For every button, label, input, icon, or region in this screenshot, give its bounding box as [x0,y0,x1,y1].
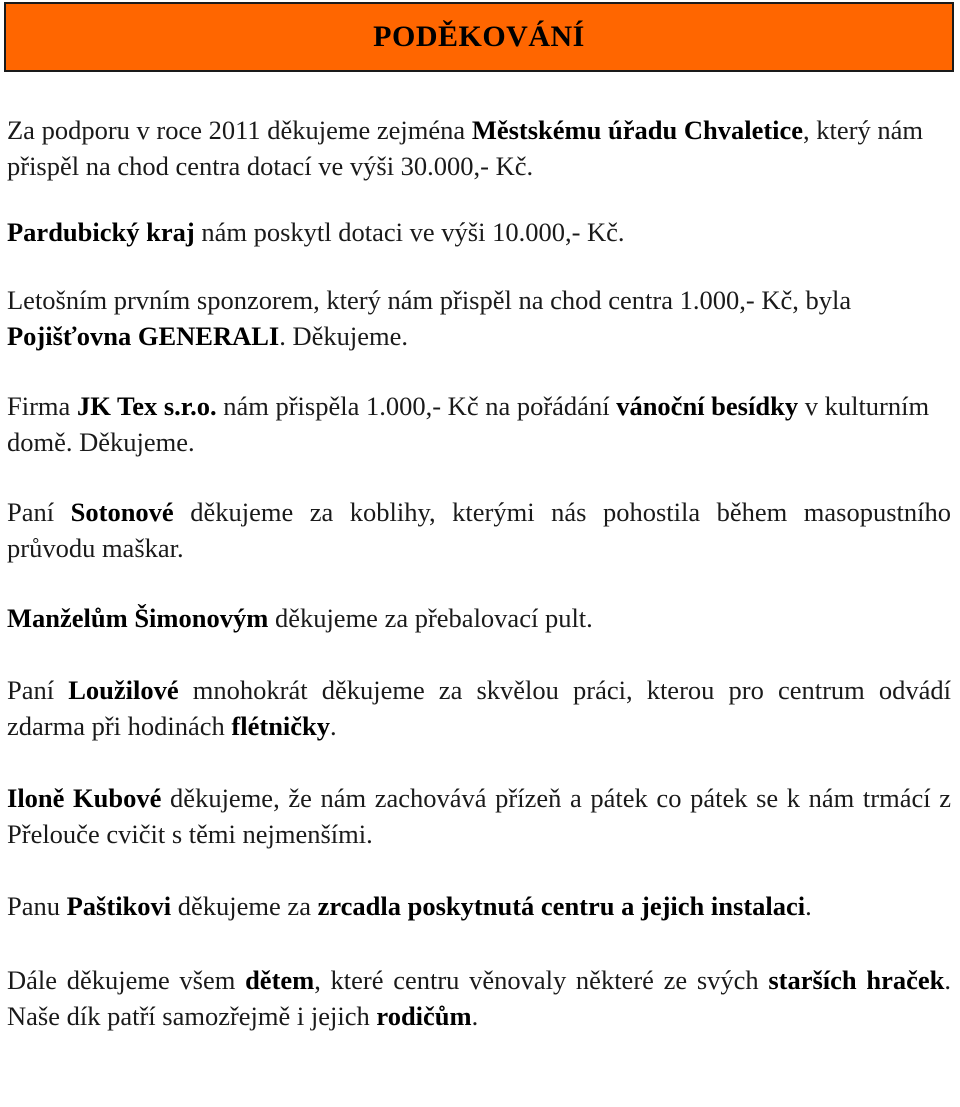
bold-text: Městskému úřadu Chvaletice [471,115,804,145]
text-run: . [471,1001,479,1031]
text-run: Panu [7,891,67,921]
text-run: . [805,891,812,921]
paragraph-1 [7,112,951,184]
paragraph-5 [7,494,951,566]
text-run: v kulturním domě. Děkujeme. [7,391,930,457]
text-run: Paní [7,497,71,527]
paragraph-8 [7,780,951,852]
bold-text: Pojišťovna GENERALI [7,321,280,351]
bold-text: vánoční besídky [616,391,799,421]
text-run: mnohokrát děkujeme za skvělou práci, kterou pro centrum odvádí zdarma při hodinách [7,675,951,741]
bold-text: Iloně Kubové [7,783,162,813]
paragraph-10 [7,962,951,1034]
bold-text: JK Tex s.r.o. [76,391,217,421]
paragraph-7 [7,672,951,744]
paragraph-3 [7,282,951,354]
text-run: , které centru věnovaly některé ze svých [314,965,769,995]
text-run: děkujeme, že nám zachovává přízeň a pátek co pátek se k nám trmácí z Přelouče cvičit s těmi nejmenšími. [7,783,952,849]
bold-text: flétničky [231,711,331,741]
paragraph-6 [7,600,951,636]
paragraph-4 [7,388,951,460]
acknowledgements-body [7,112,951,1034]
text-run: děkujeme za [171,891,318,921]
text-run: Firma [7,391,77,421]
bold-text: Manželům Šimonovým [7,603,269,633]
text-run: nám poskytl dotaci ve výši 10.000,- Kč. [194,217,625,247]
bold-text: zrcadla poskytnutá centru a jejich instalaci [317,891,806,921]
text-run: Dále děkujeme všem [7,965,246,995]
bold-text: Sotonové [70,497,174,527]
text-run: nám přispěla 1.000,- Kč na pořádání [216,391,617,421]
text-run: . [330,711,337,741]
title-banner [4,2,954,72]
text-run: Letošním prvním sponzorem, který nám přispěl na chod centra 1.000,- Kč, byla [7,285,852,315]
bold-text: dětem [245,965,315,995]
text-run: děkujeme za koblihy, kterými nás pohostila během masopustního průvodu maškar. [7,497,951,563]
text-run: , který nám přispěl na chod centra dotací ve výši 30.000,- Kč. [7,115,923,181]
text-run: Za podporu v roce 2011 děkujeme zejména [7,115,472,145]
bold-text: rodičům [376,1001,472,1031]
text-run: . Děkujeme. [279,321,409,351]
text-run: . Naše dík patří samozřejmě i jejich [7,965,951,1031]
text-run: děkujeme za přebalovací pult. [268,603,593,633]
page-title: PODĚKOVÁNÍ [373,20,585,53]
bold-text: Paštikovi [66,891,172,921]
paragraph-9 [7,888,951,924]
text-run: Paní [7,675,69,705]
bold-text: starších hraček [768,965,945,995]
bold-text: Pardubický kraj [7,217,195,247]
paragraph-2 [7,214,951,250]
bold-text: Loužilové [68,675,179,705]
